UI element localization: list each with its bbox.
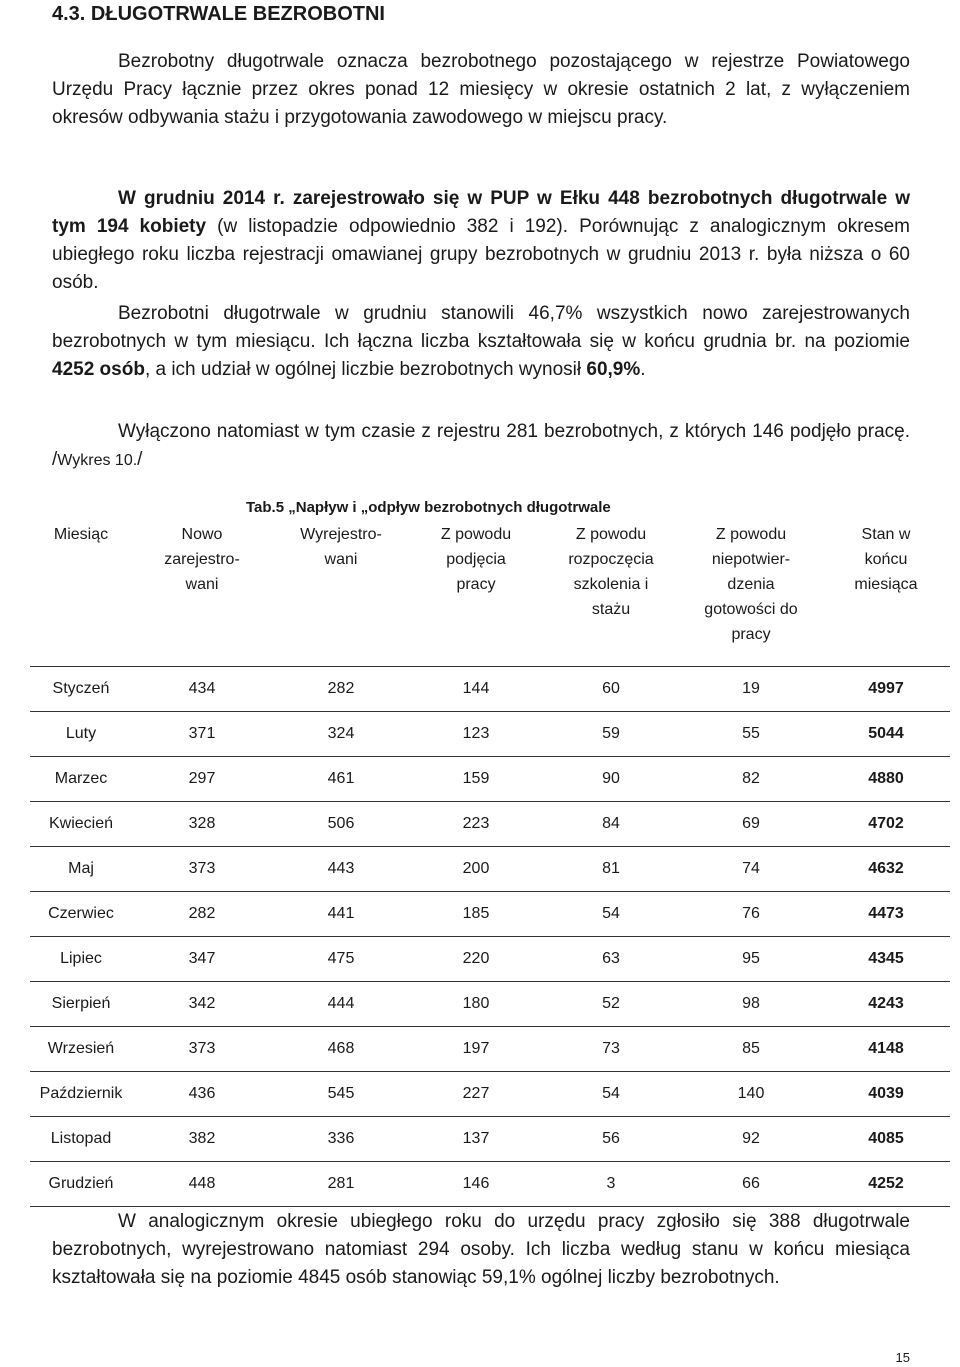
header-new-registered: Nowo zarejestro-wani (132, 515, 272, 667)
row-value: 223 (410, 802, 542, 847)
row-value: 84 (542, 802, 680, 847)
row-value: 85 (680, 1027, 822, 1072)
row-month: Maj (30, 847, 132, 892)
row-value: 140 (680, 1072, 822, 1117)
row-value: 98 (680, 982, 822, 1027)
paragraph-rest: (w listopadzie odpowiednio 382 i 192). Porównując z analogicznym okresem ubiegłego roku liczba rejestracji omawianej grupy bezrobotnych w grudniu 2013 r. była niższa o 60 osób. (52, 216, 910, 293)
row-value: 373 (132, 847, 272, 892)
paragraph-december-registrations (52, 185, 910, 297)
row-value: 227 (410, 1072, 542, 1117)
row-value: 436 (132, 1072, 272, 1117)
table-row (30, 667, 950, 712)
row-value: 19 (680, 667, 822, 712)
row-value: 441 (272, 892, 410, 937)
paragraph-previous-year: W analogicznym okresie ubiegłego roku do urzędu pracy zgłosiło się 388 długotrwale bezrobotnych, wyrejestrowano natomiast 294 osoby. Ich liczba według stanu w końcu miesiąca kształtowała się na poziomie 4845 osób stanowiąc 59,1% ogólnej liczby bezrobotnych. (52, 1211, 910, 1288)
header-training: Z powodu rozpoczęcia szkolenia i stażu (542, 515, 680, 667)
bold-summary: W grudniu 2014 r. zarejestrowało się w PUP w Ełku 448 bezrobotnych długotrwale w tym 194 kobiety (52, 188, 910, 237)
row-end-of-month: 4702 (822, 802, 950, 847)
row-month: Wrzesień (30, 1027, 132, 1072)
row-month: Lipiec (30, 937, 132, 982)
row-value: 200 (410, 847, 542, 892)
row-value: 545 (272, 1072, 410, 1117)
row-value: 434 (132, 667, 272, 712)
row-value: 448 (132, 1162, 272, 1207)
row-value: 185 (410, 892, 542, 937)
row-value: 3 (542, 1162, 680, 1207)
section-heading: 4.3. DŁUGOTRWALE BEZROBOTNI (52, 3, 385, 25)
row-value: 506 (272, 802, 410, 847)
row-month: Czerwiec (30, 892, 132, 937)
row-end-of-month: 4039 (822, 1072, 950, 1117)
row-value: 144 (410, 667, 542, 712)
row-value: 324 (272, 712, 410, 757)
row-value: 281 (272, 1162, 410, 1207)
row-value: 59 (542, 712, 680, 757)
share-text-2: , a ich udział w ogólnej liczbie bezrobotnych wynosił (144, 359, 587, 380)
deregistered-text: Wyłączono natomiast w tym czasie z rejestru 281 bezrobotnych, z których 146 podjęło pracę. / (52, 421, 910, 470)
row-month: Kwiecień (30, 802, 132, 847)
row-value: 347 (132, 937, 272, 982)
table-row (30, 937, 950, 982)
row-end-of-month: 4997 (822, 667, 950, 712)
row-value: 81 (542, 847, 680, 892)
row-value: 54 (542, 892, 680, 937)
table-row (30, 982, 950, 1027)
row-month: Marzec (30, 757, 132, 802)
row-value: 342 (132, 982, 272, 1027)
table-body (30, 667, 950, 1207)
row-value: 382 (132, 1117, 272, 1162)
row-value: 197 (410, 1027, 542, 1072)
row-value: 444 (272, 982, 410, 1027)
row-value: 146 (410, 1162, 542, 1207)
row-month: Luty (30, 712, 132, 757)
row-value: 159 (410, 757, 542, 802)
row-end-of-month: 5044 (822, 712, 950, 757)
row-value: 443 (272, 847, 410, 892)
table-row (30, 1072, 950, 1117)
paragraph-definition: Bezrobotny długotrwale oznacza bezrobotnego pozostającego w rejestrze Powiatowego Urzędu Pracy łącznie przez okres ponad 12 miesięcy w okresie ostatnich 2 lat, z wyłączeniem okresów odbywania stażu i przygotowania zawodowego w miejscu pracy. (52, 51, 910, 128)
row-end-of-month: 4345 (822, 937, 950, 982)
header-took-job: Z powodu podjęcia pracy (410, 515, 542, 667)
page-number: 15 (895, 1350, 910, 1365)
header-month: Miesiąc (30, 515, 132, 667)
row-value: 336 (272, 1117, 410, 1162)
row-end-of-month: 4252 (822, 1162, 950, 1207)
row-value: 52 (542, 982, 680, 1027)
row-value: 282 (272, 667, 410, 712)
row-value: 95 (680, 937, 822, 982)
table-row (30, 847, 950, 892)
row-end-of-month: 4085 (822, 1117, 950, 1162)
table-row (30, 802, 950, 847)
share-text-1: Bezrobotni długotrwale w grudniu stanowili 46,7% wszystkich nowo zarejestrowanych bezrobotnych w tym miesiącu. Ich łączna liczba kształtowała się w końcu grudnia br. na poziomie (52, 303, 910, 352)
row-value: 69 (680, 802, 822, 847)
table-row (30, 892, 950, 937)
row-value: 74 (680, 847, 822, 892)
row-value: 82 (680, 757, 822, 802)
row-value: 60 (542, 667, 680, 712)
row-value: 468 (272, 1027, 410, 1072)
table-row (30, 1162, 950, 1207)
chart-reference: Wykres 10. (57, 452, 138, 469)
row-value: 461 (272, 757, 410, 802)
share-percent: 60,9% (586, 359, 641, 380)
row-value: 137 (410, 1117, 542, 1162)
row-value: 123 (410, 712, 542, 757)
row-value: 92 (680, 1117, 822, 1162)
paragraph-deregistered (52, 418, 910, 475)
row-value: 56 (542, 1117, 680, 1162)
ref-end: / (137, 449, 143, 470)
table-row (30, 712, 950, 757)
row-value: 371 (132, 712, 272, 757)
header-end-of-month: Stan w końcu miesiąca (822, 515, 950, 667)
row-end-of-month: 4473 (822, 892, 950, 937)
row-end-of-month: 4632 (822, 847, 950, 892)
table-row (30, 757, 950, 802)
row-month: Styczeń (30, 667, 132, 712)
row-value: 328 (132, 802, 272, 847)
total-persons: 4252 osób (52, 359, 145, 380)
row-end-of-month: 4880 (822, 757, 950, 802)
row-value: 475 (272, 937, 410, 982)
table-row (30, 1117, 950, 1162)
row-value: 282 (132, 892, 272, 937)
table-caption: Tab.5 „Napływ i „odpływ bezrobotnych długotrwale (246, 499, 611, 516)
row-value: 73 (542, 1027, 680, 1072)
row-end-of-month: 4148 (822, 1027, 950, 1072)
row-month: Grudzień (30, 1162, 132, 1207)
row-value: 54 (542, 1072, 680, 1117)
row-month: Listopad (30, 1117, 132, 1162)
row-value: 66 (680, 1162, 822, 1207)
row-value: 180 (410, 982, 542, 1027)
row-value: 297 (132, 757, 272, 802)
inflow-outflow-table (30, 515, 950, 1207)
row-value: 90 (542, 757, 680, 802)
row-value: 55 (680, 712, 822, 757)
share-text-3: . (640, 359, 646, 380)
table-row (30, 1027, 950, 1072)
paragraph-share (52, 300, 910, 384)
table-header-row (30, 515, 950, 667)
row-month: Październik (30, 1072, 132, 1117)
row-value: 373 (132, 1027, 272, 1072)
header-unconfirmed: Z powodu niepotwier-dzenia gotowości do pracy (680, 515, 822, 667)
row-end-of-month: 4243 (822, 982, 950, 1027)
row-value: 63 (542, 937, 680, 982)
header-deregistered: Wyrejestro-wani (272, 515, 410, 667)
row-value: 220 (410, 937, 542, 982)
row-month: Sierpień (30, 982, 132, 1027)
row-value: 76 (680, 892, 822, 937)
